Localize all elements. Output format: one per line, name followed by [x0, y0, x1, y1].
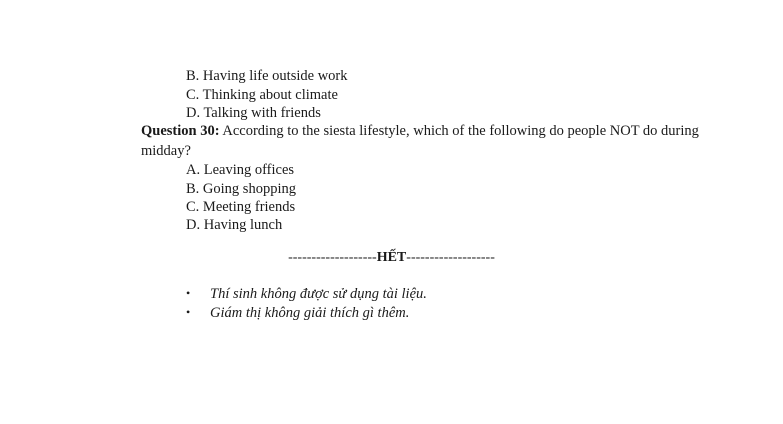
q29-option-c: C. Thinking about climate [186, 87, 338, 103]
end-dash-left: ------------------- [288, 250, 377, 265]
question-30-line2: midday? [141, 143, 191, 159]
bullet-icon: • [186, 286, 191, 300]
question-30-label: Question 30: [141, 123, 220, 139]
q29-option-b: B. Having life outside work [186, 68, 348, 84]
note-item [186, 284, 427, 303]
q30-option-c: C. Meeting friends [186, 199, 296, 215]
end-word: HẾT [376, 250, 407, 265]
question-30-line1 [141, 122, 699, 140]
question-30-text: According to the siesta lifestyle, which of the following do people NOT do during [222, 123, 699, 139]
q30-option-d: D. Having lunch [186, 217, 283, 233]
q30-option-b: B. Going shopping [186, 181, 296, 197]
note-text: Giám thị không giải thích gì thêm. [210, 305, 410, 321]
end-dash-right: ------------------- [406, 250, 495, 265]
note-item [186, 303, 409, 322]
q30-option-a: A. Leaving offices [186, 162, 295, 178]
end-marker [0, 250, 783, 266]
note-text: Thí sinh không được sử dụng tài liệu. [210, 286, 427, 302]
bullet-icon: • [186, 305, 191, 319]
q29-option-d: D. Talking with friends [186, 105, 321, 121]
